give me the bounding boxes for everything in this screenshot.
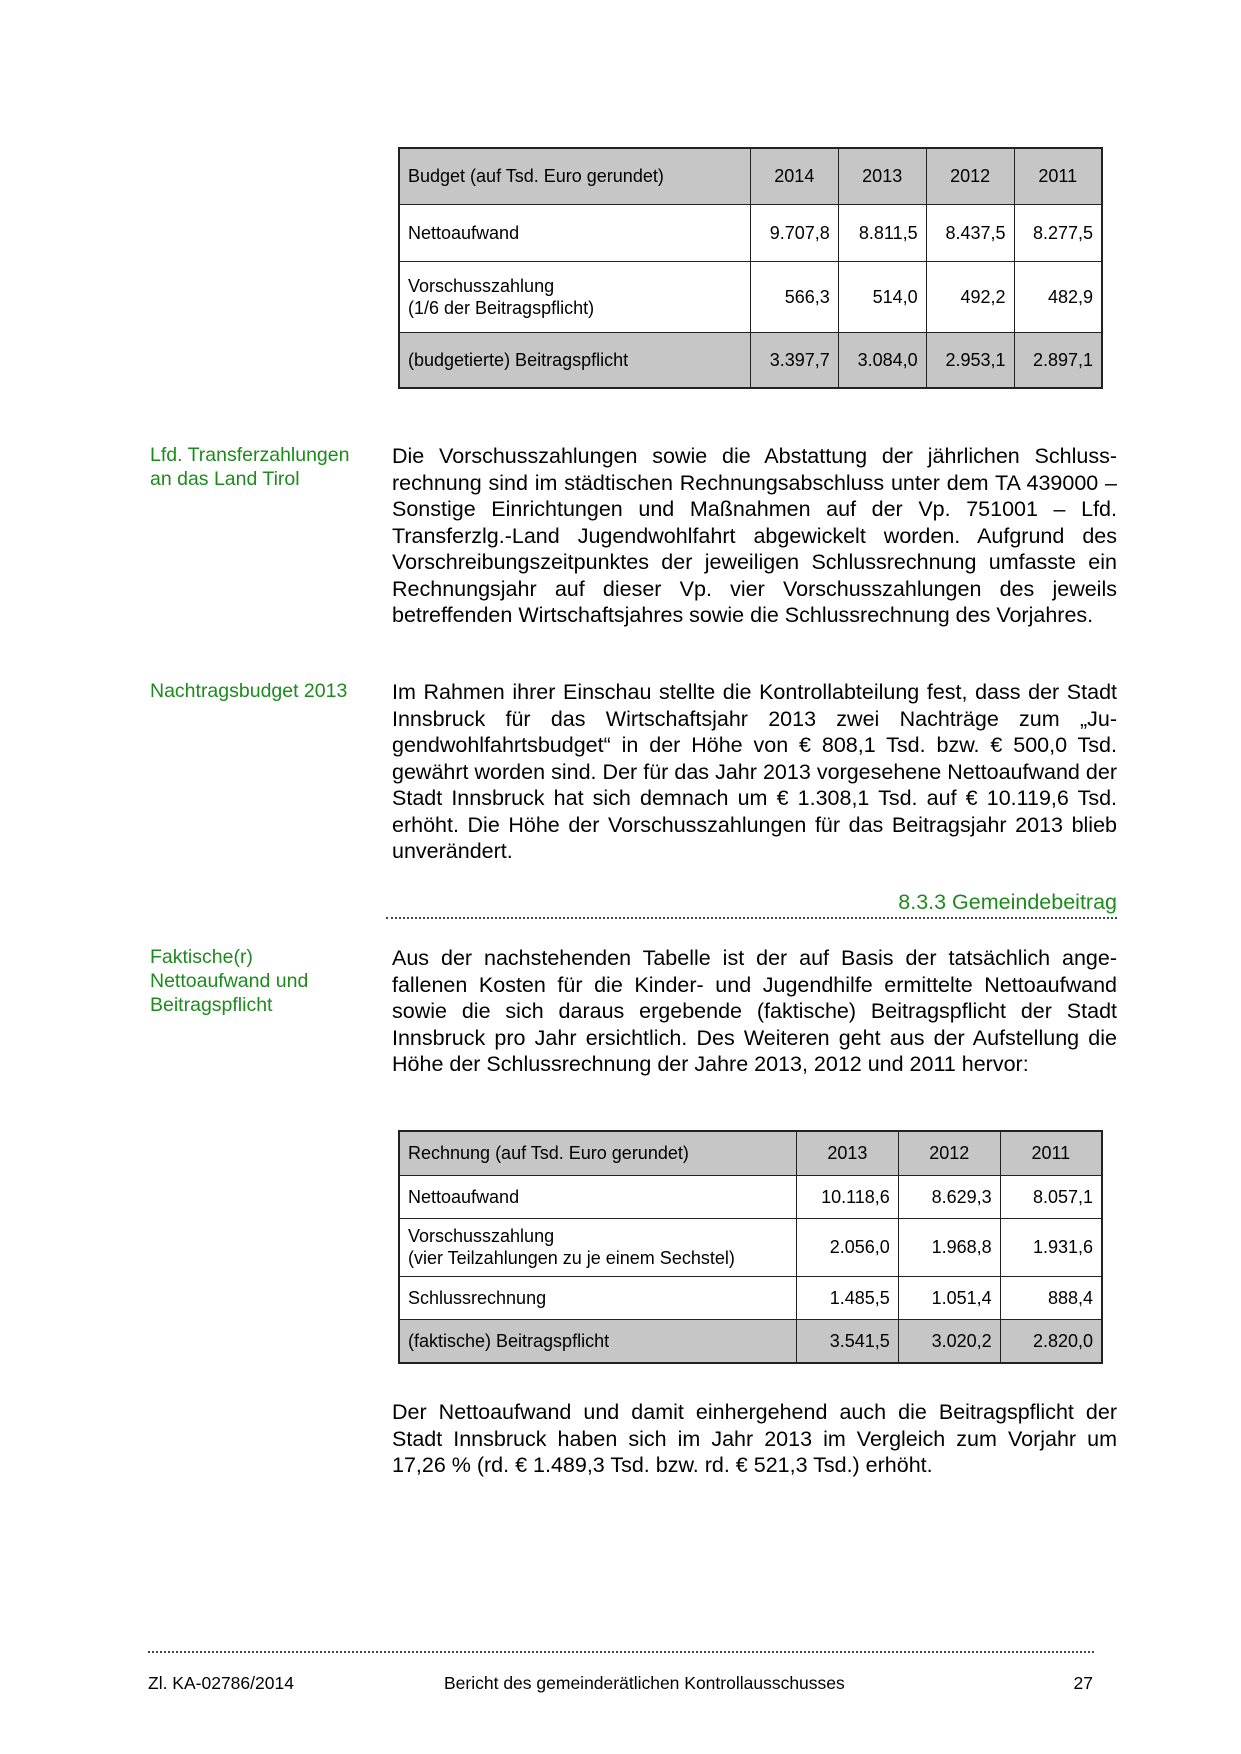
row-label: (budgetierte) Beitragspflicht: [399, 332, 750, 388]
table-row: [399, 204, 1102, 261]
table-cell: 482,9: [1014, 261, 1102, 332]
table-header-row: [399, 1131, 1102, 1175]
table-cell: 9.707,8: [750, 204, 838, 261]
table-cell: 514,0: [838, 261, 926, 332]
table-cell: 2.056,0: [796, 1218, 898, 1276]
side-label-faktisch: [150, 945, 370, 1017]
table-header-cell: 2011: [1014, 148, 1102, 204]
side-label-line: Faktische(r): [150, 946, 253, 968]
row-label-line: Vorschusszahlung: [408, 275, 555, 296]
table-header-cell: 2012: [898, 1131, 1000, 1175]
side-label-line: an das Land Tirol: [150, 468, 300, 490]
table-cell: 1.051,4: [898, 1276, 1000, 1319]
side-label-nachtrag: Nachtragsbudget 2013: [150, 680, 348, 702]
footer-divider: [148, 1651, 1094, 1653]
table-row: [399, 1319, 1102, 1363]
table-cell: 3.084,0: [838, 332, 926, 388]
table-row: [399, 332, 1102, 388]
table-cell: 8.811,5: [838, 204, 926, 261]
table-cell: 1.485,5: [796, 1276, 898, 1319]
table-cell: 3.397,7: [750, 332, 838, 388]
table-cell: 888,4: [1000, 1276, 1102, 1319]
side-label-line: Beitragspflicht: [150, 994, 273, 1016]
table-cell: 2.953,1: [926, 332, 1014, 388]
table-header-cell: 2012: [926, 148, 1014, 204]
paragraph-faktisch: Aus der nachstehenden Tabelle ist der auf Basis der tatsächlich angefallenen Kosten für die Kinder- und Jugendhilfe ermittelte Nettoaufwand sowie die sich daraus ergebende (faktische) Beitragspflicht der Stadt Innsbruck pro Jahr ersichtlich. Des Weiteren geht aus der Aufstellung die Höhe der Schlussrechnung der Jahre 2013, 2012 und 2011 hervor:: [392, 946, 1117, 1076]
table-cell: 8.057,1: [1000, 1175, 1102, 1218]
row-label: [399, 261, 750, 332]
table-header-cell: Rechnung (auf Tsd. Euro gerundet): [399, 1131, 796, 1175]
table-row: [399, 261, 1102, 332]
table-header-cell: 2013: [796, 1131, 898, 1175]
row-label: Nettoaufwand: [399, 1175, 796, 1218]
row-label-line: Vorschusszahlung: [408, 1226, 555, 1246]
table-header-cell: 2014: [750, 148, 838, 204]
rechnung-table: [398, 1130, 1103, 1364]
heading-divider: [386, 917, 1117, 919]
row-label: [399, 1218, 796, 1276]
table-cell: 1.968,8: [898, 1218, 1000, 1276]
table-cell: 2.897,1: [1014, 332, 1102, 388]
table-row: [399, 1175, 1102, 1218]
section-heading: 8.3.3 Gemeindebeitrag: [898, 890, 1117, 914]
table-cell: 3.541,5: [796, 1319, 898, 1363]
table-cell: 8.277,5: [1014, 204, 1102, 261]
table-header-row: [399, 148, 1102, 204]
table-row: [399, 1276, 1102, 1319]
table-cell: 566,3: [750, 261, 838, 332]
table-header-cell: Budget (auf Tsd. Euro gerundet): [399, 148, 750, 204]
table-cell: 8.629,3: [898, 1175, 1000, 1218]
table-cell: 1.931,6: [1000, 1218, 1102, 1276]
table-cell: 492,2: [926, 261, 1014, 332]
row-label: Nettoaufwand: [399, 204, 750, 261]
table-header-cell: 2011: [1000, 1131, 1102, 1175]
paragraph-closing: Der Nettoaufwand und damit einhergehend auch die Beitragspflicht der Stadt Innsbruck haben sich im Jahr 2013 im Vergleich zum Vorjahr um 17,26 % (rd. € 1.489,3 Tsd. bzw. rd. € 521,3 Tsd.) erhöht.: [392, 1400, 1117, 1477]
budget-table: [398, 147, 1103, 389]
table-cell: 10.118,6: [796, 1175, 898, 1218]
row-label: Schlussrechnung: [399, 1276, 796, 1319]
side-label-transfer: [150, 443, 370, 491]
footer-reference: Zl. KA-02786/2014: [148, 1673, 294, 1693]
side-label-line: Nettoaufwand und: [150, 970, 309, 992]
paragraph-transfer: Die Vorschusszahlungen sowie die Abstattung der jährlichen Schlussrechnung sind im städtischen Rechnungsabschluss unter dem TA 439000 – Sonstige Einrichtungen und Maßnahmen auf der Vp. 751001 – Lfd. Transferzlg.-Land Jugendwohlfahrt abgewickelt worden. Aufgrund des Vorschreibungszeitpunktes der jeweiligen Schlussrechnung umfasste ein Rechnungsjahr auf dieser Vp. vier Vorschusszahlungen des jeweils betreffenden Wirtschaftsjahres sowie die Schlussrechnung des Vorjahres.: [392, 444, 1117, 627]
paragraph-nachtrag: Im Rahmen ihrer Einschau stellte die Kontrollabteilung fest, dass der Stadt Innsbruck für das Wirtschaftsjahr 2013 zwei Nachträge zum „Jugendwohlfahrtsbudget“ in der Höhe von € 808,1 Tsd. bzw. € 500,0 Tsd. gewährt worden sind. Der für das Jahr 2013 vorgesehene Nettoaufwand der Stadt Innsbruck hat sich demnach um € 1.308,1 Tsd. auf € 10.119,6 Tsd. erhöht. Die Höhe der Vorschusszahlungen für das Beitragsjahr 2013 blieb unverändert.: [392, 680, 1117, 863]
footer-title: Bericht des gemeinderätlichen Kontrollausschusses: [444, 1673, 845, 1693]
table-header-cell: 2013: [838, 148, 926, 204]
side-label-line: Lfd. Transferzahlungen: [150, 444, 350, 466]
table-cell: 8.437,5: [926, 204, 1014, 261]
table-row: [399, 1218, 1102, 1276]
page-number: 27: [1073, 1673, 1093, 1693]
row-label-line: (vier Teilzahlungen zu je einem Sechstel): [408, 1248, 735, 1268]
table-cell: 3.020,2: [898, 1319, 1000, 1363]
row-label-line: (1/6 der Beitragspflicht): [408, 297, 595, 318]
table-cell: 2.820,0: [1000, 1319, 1102, 1363]
row-label: (faktische) Beitragspflicht: [399, 1319, 796, 1363]
